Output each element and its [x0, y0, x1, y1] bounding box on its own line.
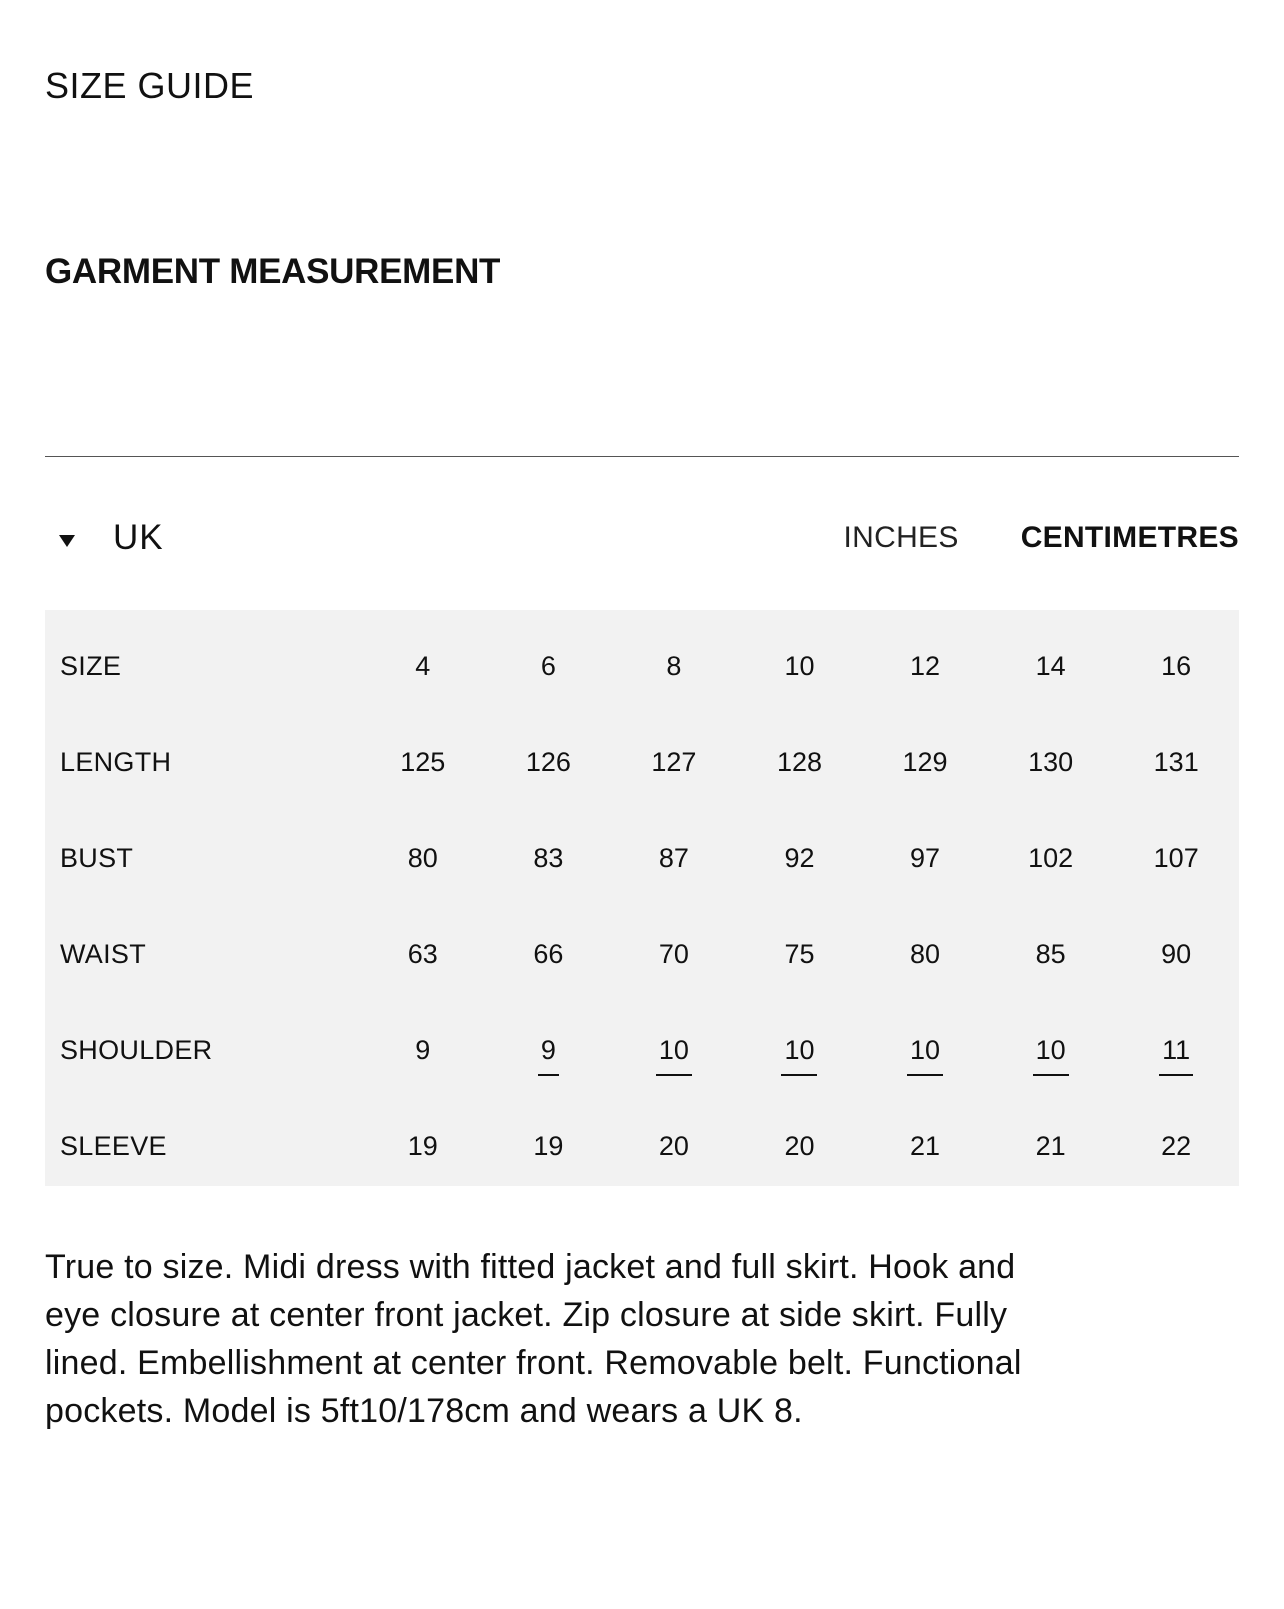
- row-label: SLEEVE: [60, 1130, 167, 1161]
- cell-value: 16: [1161, 650, 1192, 681]
- cell-value: 4: [415, 650, 431, 681]
- cell-value: 10: [784, 1034, 815, 1065]
- table-row: [45, 714, 1239, 810]
- table-cell: [988, 618, 1114, 714]
- row-label: SHOULDER: [60, 1034, 213, 1065]
- centimetres-button[interactable]: CENTIMETRES: [1020, 521, 1239, 554]
- cell-value: 90: [1161, 938, 1192, 969]
- cell-value: 70: [658, 938, 689, 969]
- table-cell: [1113, 1098, 1239, 1194]
- cell-value: 22: [1161, 1130, 1192, 1161]
- table-cell: [360, 618, 486, 714]
- cell-value: 10: [658, 1034, 689, 1065]
- row-label: LENGTH: [60, 746, 172, 777]
- table-cell: [611, 906, 737, 1002]
- table-cell: [862, 714, 988, 810]
- table-cell: [360, 714, 486, 810]
- cell-value: 66: [533, 938, 564, 969]
- cell-value: 20: [784, 1130, 815, 1161]
- divider: [45, 456, 1239, 457]
- cell-value: 10: [910, 1034, 941, 1065]
- cell-value: 80: [910, 938, 941, 969]
- table-cell: [1113, 714, 1239, 810]
- cell-value: 107: [1153, 842, 1199, 873]
- cell-value: 75: [784, 938, 815, 969]
- table-cell: [862, 618, 988, 714]
- table-cell: [737, 714, 863, 810]
- cell-value: 128: [776, 746, 822, 777]
- table-cell: [486, 618, 612, 714]
- cell-value: 21: [910, 1130, 941, 1161]
- table-cell: [611, 618, 737, 714]
- cell-value: 92: [784, 842, 815, 873]
- region-select[interactable]: [55, 516, 164, 560]
- table-cell: [988, 714, 1114, 810]
- table-cell: [611, 810, 737, 906]
- cell-value: 131: [1153, 746, 1199, 777]
- table-cell: [1113, 1002, 1239, 1098]
- cell-value: 87: [658, 842, 689, 873]
- table-cell: [360, 810, 486, 906]
- cell-value: 80: [407, 842, 438, 873]
- table-cell: [737, 1002, 863, 1098]
- table-cell: [1113, 906, 1239, 1002]
- size-table: [45, 618, 1239, 1194]
- table-cell: [360, 1002, 486, 1098]
- table-cell: [862, 810, 988, 906]
- cell-value: 21: [1035, 1130, 1066, 1161]
- table-row: [45, 1098, 1239, 1194]
- cell-value: 6: [540, 650, 556, 681]
- table-cell: [486, 1098, 612, 1194]
- table-cell: [988, 1002, 1114, 1098]
- table-cell: [611, 714, 737, 810]
- table-row: [45, 618, 1239, 714]
- row-label: BUST: [60, 842, 134, 873]
- cell-value: 10: [784, 650, 815, 681]
- table-cell: [611, 1098, 737, 1194]
- product-description: True to size. Midi dress with fitted jacket and full skirt. Hook and eye closure at center front jacket. Zip closure at side skirt. Fully lined. Embellishment at center front. Removable belt. Functional pockets. Model is 5ft10/178cm and wears a UK 8.: [45, 1248, 1022, 1430]
- cell-value: 8: [666, 650, 682, 681]
- table-cell: [1113, 618, 1239, 714]
- cell-value: 126: [525, 746, 571, 777]
- table-cell: [1113, 810, 1239, 906]
- cell-value: 9: [415, 1034, 431, 1065]
- region-label: UK: [113, 518, 164, 557]
- cell-value: 9: [540, 1034, 556, 1065]
- table-row: [45, 906, 1239, 1002]
- table-cell: [988, 1098, 1114, 1194]
- cell-value: 19: [533, 1130, 564, 1161]
- row-label: WAIST: [60, 938, 146, 969]
- table-cell: [486, 1002, 612, 1098]
- table-row: [45, 810, 1239, 906]
- cell-value: 97: [910, 842, 941, 873]
- caret-down-icon: [59, 535, 75, 547]
- unit-toggle: [844, 516, 1239, 560]
- cell-value: 85: [1035, 938, 1066, 969]
- table-cell: [737, 1098, 863, 1194]
- table-cell: [988, 906, 1114, 1002]
- cell-value: 12: [910, 650, 941, 681]
- page-title: SIZE GUIDE: [45, 65, 255, 106]
- table-cell: [862, 1098, 988, 1194]
- table-cell: [486, 906, 612, 1002]
- table-cell: [862, 1002, 988, 1098]
- table-row: [45, 1002, 1239, 1098]
- cell-value: 11: [1162, 1034, 1191, 1065]
- table-cell: [737, 810, 863, 906]
- table-cell: [737, 906, 863, 1002]
- cell-value: 83: [533, 842, 564, 873]
- cell-value: 125: [400, 746, 446, 777]
- section-title: GARMENT MEASUREMENT: [45, 252, 501, 291]
- cell-value: 127: [651, 746, 697, 777]
- table-cell: [737, 618, 863, 714]
- table-cell: [611, 1002, 737, 1098]
- table-cell: [486, 714, 612, 810]
- table-cell: [360, 906, 486, 1002]
- table-cell: [486, 810, 612, 906]
- size-table-container: [45, 610, 1239, 1186]
- cell-value: 63: [407, 938, 438, 969]
- row-label: SIZE: [60, 650, 122, 681]
- cell-value: 102: [1028, 842, 1074, 873]
- table-cell: [862, 906, 988, 1002]
- cell-value: 10: [1035, 1034, 1066, 1065]
- cell-value: 14: [1035, 650, 1066, 681]
- cell-value: 129: [902, 746, 948, 777]
- table-cell: [988, 810, 1114, 906]
- cell-value: 20: [658, 1130, 689, 1161]
- table-cell: [360, 1098, 486, 1194]
- inches-button[interactable]: INCHES: [843, 521, 959, 554]
- cell-value: 19: [407, 1130, 438, 1161]
- cell-value: 130: [1028, 746, 1074, 777]
